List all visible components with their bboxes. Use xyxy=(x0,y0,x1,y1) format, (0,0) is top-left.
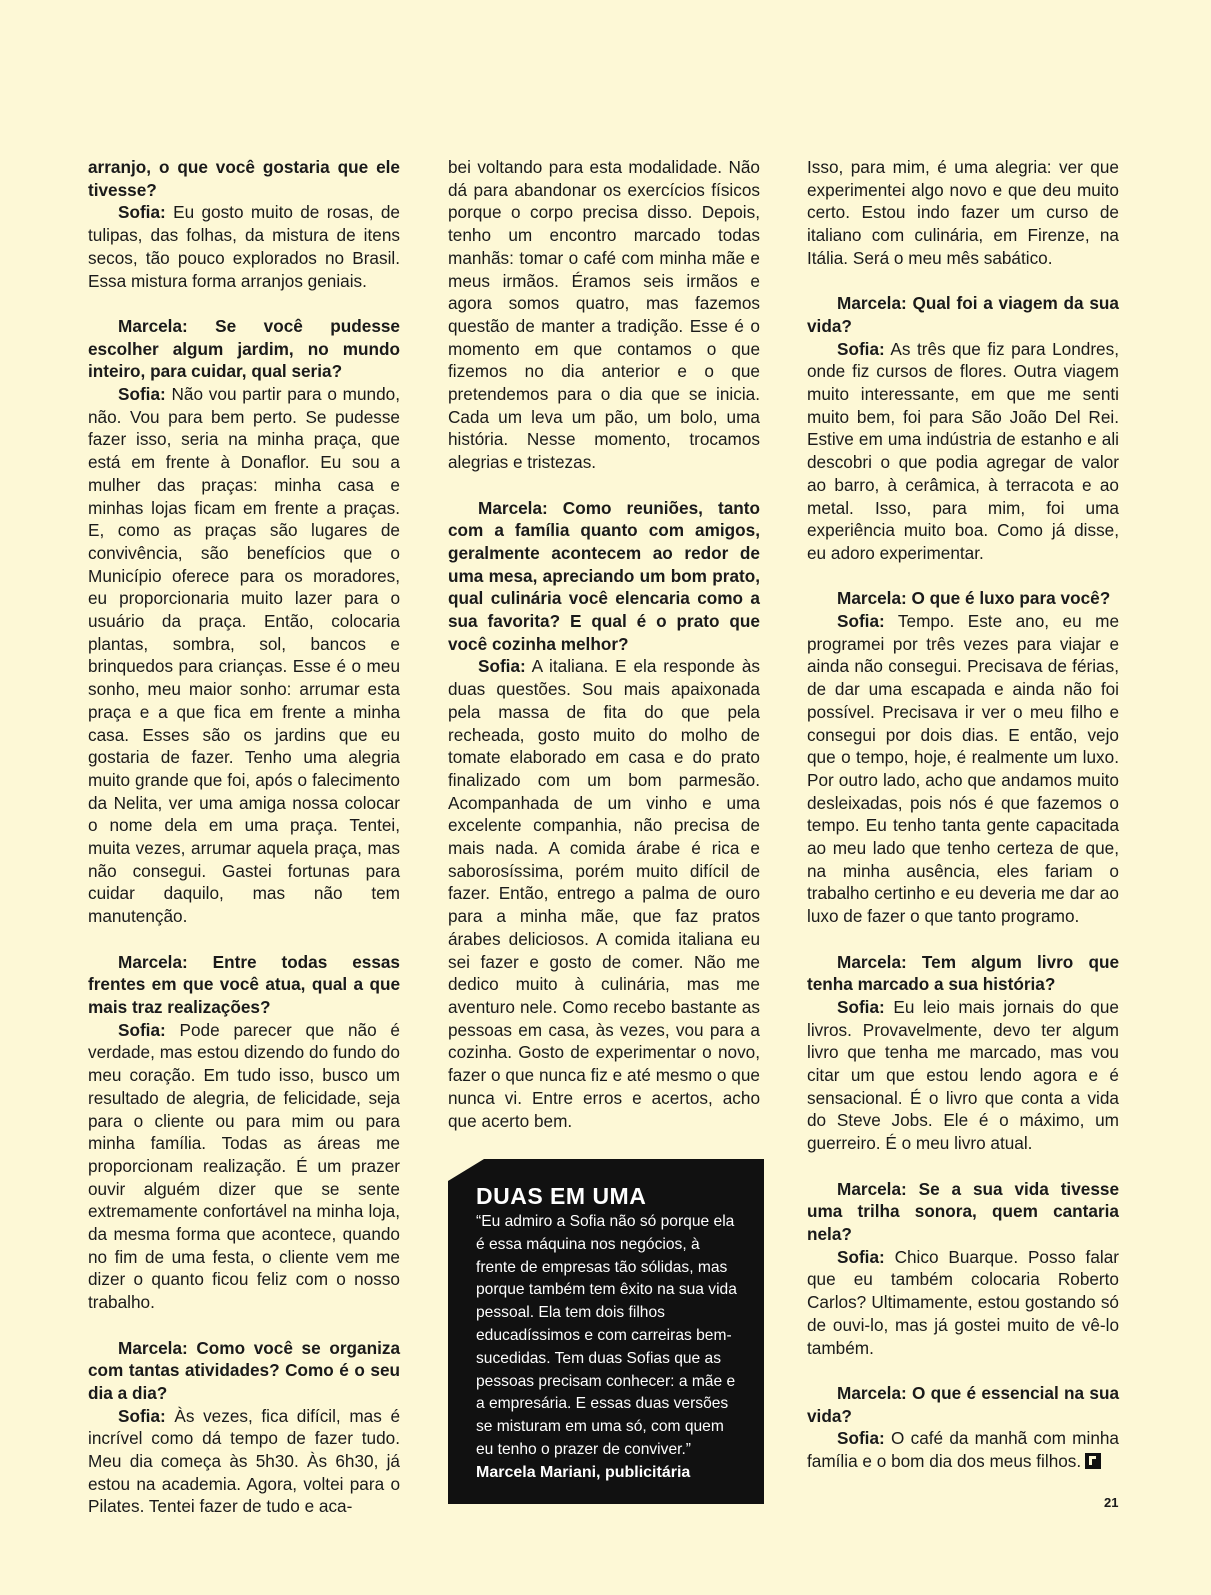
end-of-article-icon xyxy=(1085,1453,1101,1469)
paragraph xyxy=(88,156,400,201)
quote-box xyxy=(448,1159,764,1504)
question: Marcela: Qual foi a viagem da sua vida? xyxy=(807,293,1119,336)
question: Marcela: Tem algum livro que tenha marcado a sua história? xyxy=(807,951,1119,995)
column-1 xyxy=(88,156,400,1518)
answer: Sofia: Eu gosto muito de rosas, de tulipas, das folhas, da mistura de itens secos, tão pouco explorados no Brasil. Essa mistura forma arranjos geniais. xyxy=(88,202,400,291)
quote-author: Marcela Mariani, publicitária xyxy=(476,1463,691,1481)
paragraph: Isso, para mim, é uma alegria: ver que experimentei algo novo e que deu muito certo. Estou indo fazer um curso de italiano com culinária, em Firenze, na Itália. Será o meu mês sabático. xyxy=(807,157,1119,268)
quote-text: “Eu admiro a Sofia não só porque ela é essa máquina nos negócios, à frente de empresas tão sólidas, mas porque também tem êxito na sua vida pessoal. Ela tem dois filhos educadíssimos e com carreiras bem-sucedidas. Tem duas Sofias que as pessoas precisam conhecer: a mãe e a empresária. E essas duas versões se misturam em uma só, com quem eu tenho o prazer de conviver.” xyxy=(476,1213,737,1458)
paragraph: bei voltando para esta modalidade. Não dá para abandonar os exercícios físicos porque o corpo precisa disso. Depois, tenho um encontro marcado todas manhãs: tomar o café com minha mãe e meus irmãos. Éramos seis irmãos e agora somos quatro, mas fazemos questão de manter a tradição. Esse é o momento em que contamos o que fizemos no dia anterior e o que pretendemos para o dia que se inicia. Cada um leva um pão, um bolo, uma história. Nesse momento, trocamos alegrias e tristezas. xyxy=(448,157,760,473)
answer: Sofia: O café da manhã com minha família e o bom dia dos meus filhos. xyxy=(807,1428,1119,1471)
answer: Sofia: Chico Buarque. Posso falar que eu também colocaria Roberto Carlos? Ultimamente, estou gostando só de ouvi-lo, mas já gostei muito de vê-lo também. xyxy=(807,1246,1119,1358)
answer: Sofia: Pode parecer que não é verdade, mas estou dizendo do fundo do meu coração. Em tudo isso, busco um resultado de alegria, de felicidade, seja para o cliente ou para mim ou para minha família. Todas as áreas me proporcionam realização. É um prazer ouvir alguém dizer que se sente extremamente confortável na minha loja, da mesma forma que acontece, quando no fim de uma festa, o cliente vem me dizer o quanto ficou feliz com o nosso trabalho. xyxy=(88,1019,400,1313)
page-number: 21 xyxy=(1104,1495,1119,1510)
answer: Sofia: Não vou partir para o mundo, não. Vou para bem perto. Se pudesse fazer isso, seria na minha praça, que está em frente à Donaflor. Eu sou a mulher das praças: minha casa e minhas lojas ficam em frente a praças. E, como as praças são lugares de convivência, são benefícios que o Município oferece para os moradores, eu proporcionaria muito lazer para o usuário da praça. Então, colocaria plantas, sombra, sol, bancos e brinquedos para crianças. Esse é o meu sonho, meu maior sonho: arrumar esta praça e a que fica em frente a minha casa. Esses são os jardins que eu gostaria de fazer. Tenho uma alegria muito grande que foi, após o falecimento da Nelita, ver uma amiga nossa colocar o nome dela em uma praça. Tentei, muita vezes, arrumar aquela praça, mas não consegui. Gastei fortunas para cuidar daquilo, mas não tem manutenção. xyxy=(88,384,400,927)
column-3 xyxy=(807,156,1119,1473)
quote-box-title: DUAS EM UMA xyxy=(476,1183,647,1209)
question: Marcela: Entre todas essas frentes em que você atua, qual a que mais traz realizações? xyxy=(88,951,400,1017)
answer: Sofia: As três que fiz para Londres, onde fiz cursos de flores. Outra viagem muito interessante, em que me senti muito bem, foi para São João Del Rei. Estive em uma indústria de estanho e ali descobri o que podia agregar de valor ao barro, à cerâmica, à terracota e ao metal. Isso, para mim, foi uma experiência muito boa. Como já disse, eu adoro experimentar. xyxy=(807,338,1119,563)
question: arranjo, o que você gostaria que ele tivesse? xyxy=(88,157,400,200)
question: Marcela: O que é essencial na sua vida? xyxy=(807,1382,1119,1426)
box-corner-notch xyxy=(448,1159,484,1181)
answer: Sofia: Eu leio mais jornais do que livros. Provavelmente, devo ter algum livro que tenha me marcado, mas vou citar um que estou lendo agora e é sensacional. É o livro que conta a vida do Steve Jobs. Ele é o máximo, um guerreiro. É o meu livro atual. xyxy=(807,996,1119,1154)
question: Marcela: Se a sua vida tivesse uma trilha sonora, quem cantaria nela? xyxy=(807,1178,1119,1244)
answer: Sofia: Tempo. Este ano, eu me programei por três vezes para viajar e ainda não consegui. Precisava de férias, de dar uma escapada e ainda não foi possível. Precisava ir ver o meu filho e consegui por dois dias. E então, vejo que o tempo, hoje, é realmente um luxo. Por outro lado, acho que andamos muito desleixadas, pois nós é que fazemos o tempo. Eu tenho tanta gente capacitada ao meu lado que tenho certeza de que, na minha ausência, eles fariam o trabalho certinho e eu deveria me dar ao luxo de fazer o que tanto programo. xyxy=(807,611,1119,927)
answer: Sofia: Às vezes, fica difícil, mas é incrível como dá tempo de fazer tudo. Meu dia começa às 5h30. Às 6h30, já estou na academia. Agora, voltei para o Pilates. Tentei fazer de tudo e aca- xyxy=(88,1405,400,1517)
question: Marcela: Como reuniões, tanto com a família quanto com amigos, geralmente acontecem ao redor de uma mesa, apreciando um bom prato, qual culinária você elencaria como a sua favorita? E qual é o prato que você cozinha melhor? xyxy=(448,497,760,654)
question: Marcela: Como você se organiza com tantas atividades? Como é o seu dia a dia? xyxy=(88,1337,400,1403)
question: Marcela: O que é luxo para você? xyxy=(837,588,1111,609)
answer: Sofia: A italiana. E ela responde às duas questões. Sou mais apaixonada pela massa de fita do que pela recheada, gosto muito do molho de tomate elaborado em casa e do prato finalizado com um bom parmesão. Acompanhada de um vinho e uma excelente companhia, não precisa de mais nada. A comida árabe é rica e saborosíssima, porém muito difícil de fazer. Então, entrego a palma de ouro para a minha mãe, que faz pratos árabes deliciosos. A comida italiana eu sei fazer e gosto de comer. Não me dedico muito à culinária, mas me aventuro nele. Como recebo bastante as pessoas em casa, às vezes, vou para a cozinha. Gosto de experimentar o novo, fazer o que nunca fiz e até mesmo o que nunca vi. Entre erros e acertos, acho que acerto bem. xyxy=(448,656,760,1131)
question: Marcela: Se você pudesse escolher algum jardim, no mundo inteiro, para cuidar, qual seria? xyxy=(88,315,400,382)
column-2 xyxy=(448,156,760,1132)
